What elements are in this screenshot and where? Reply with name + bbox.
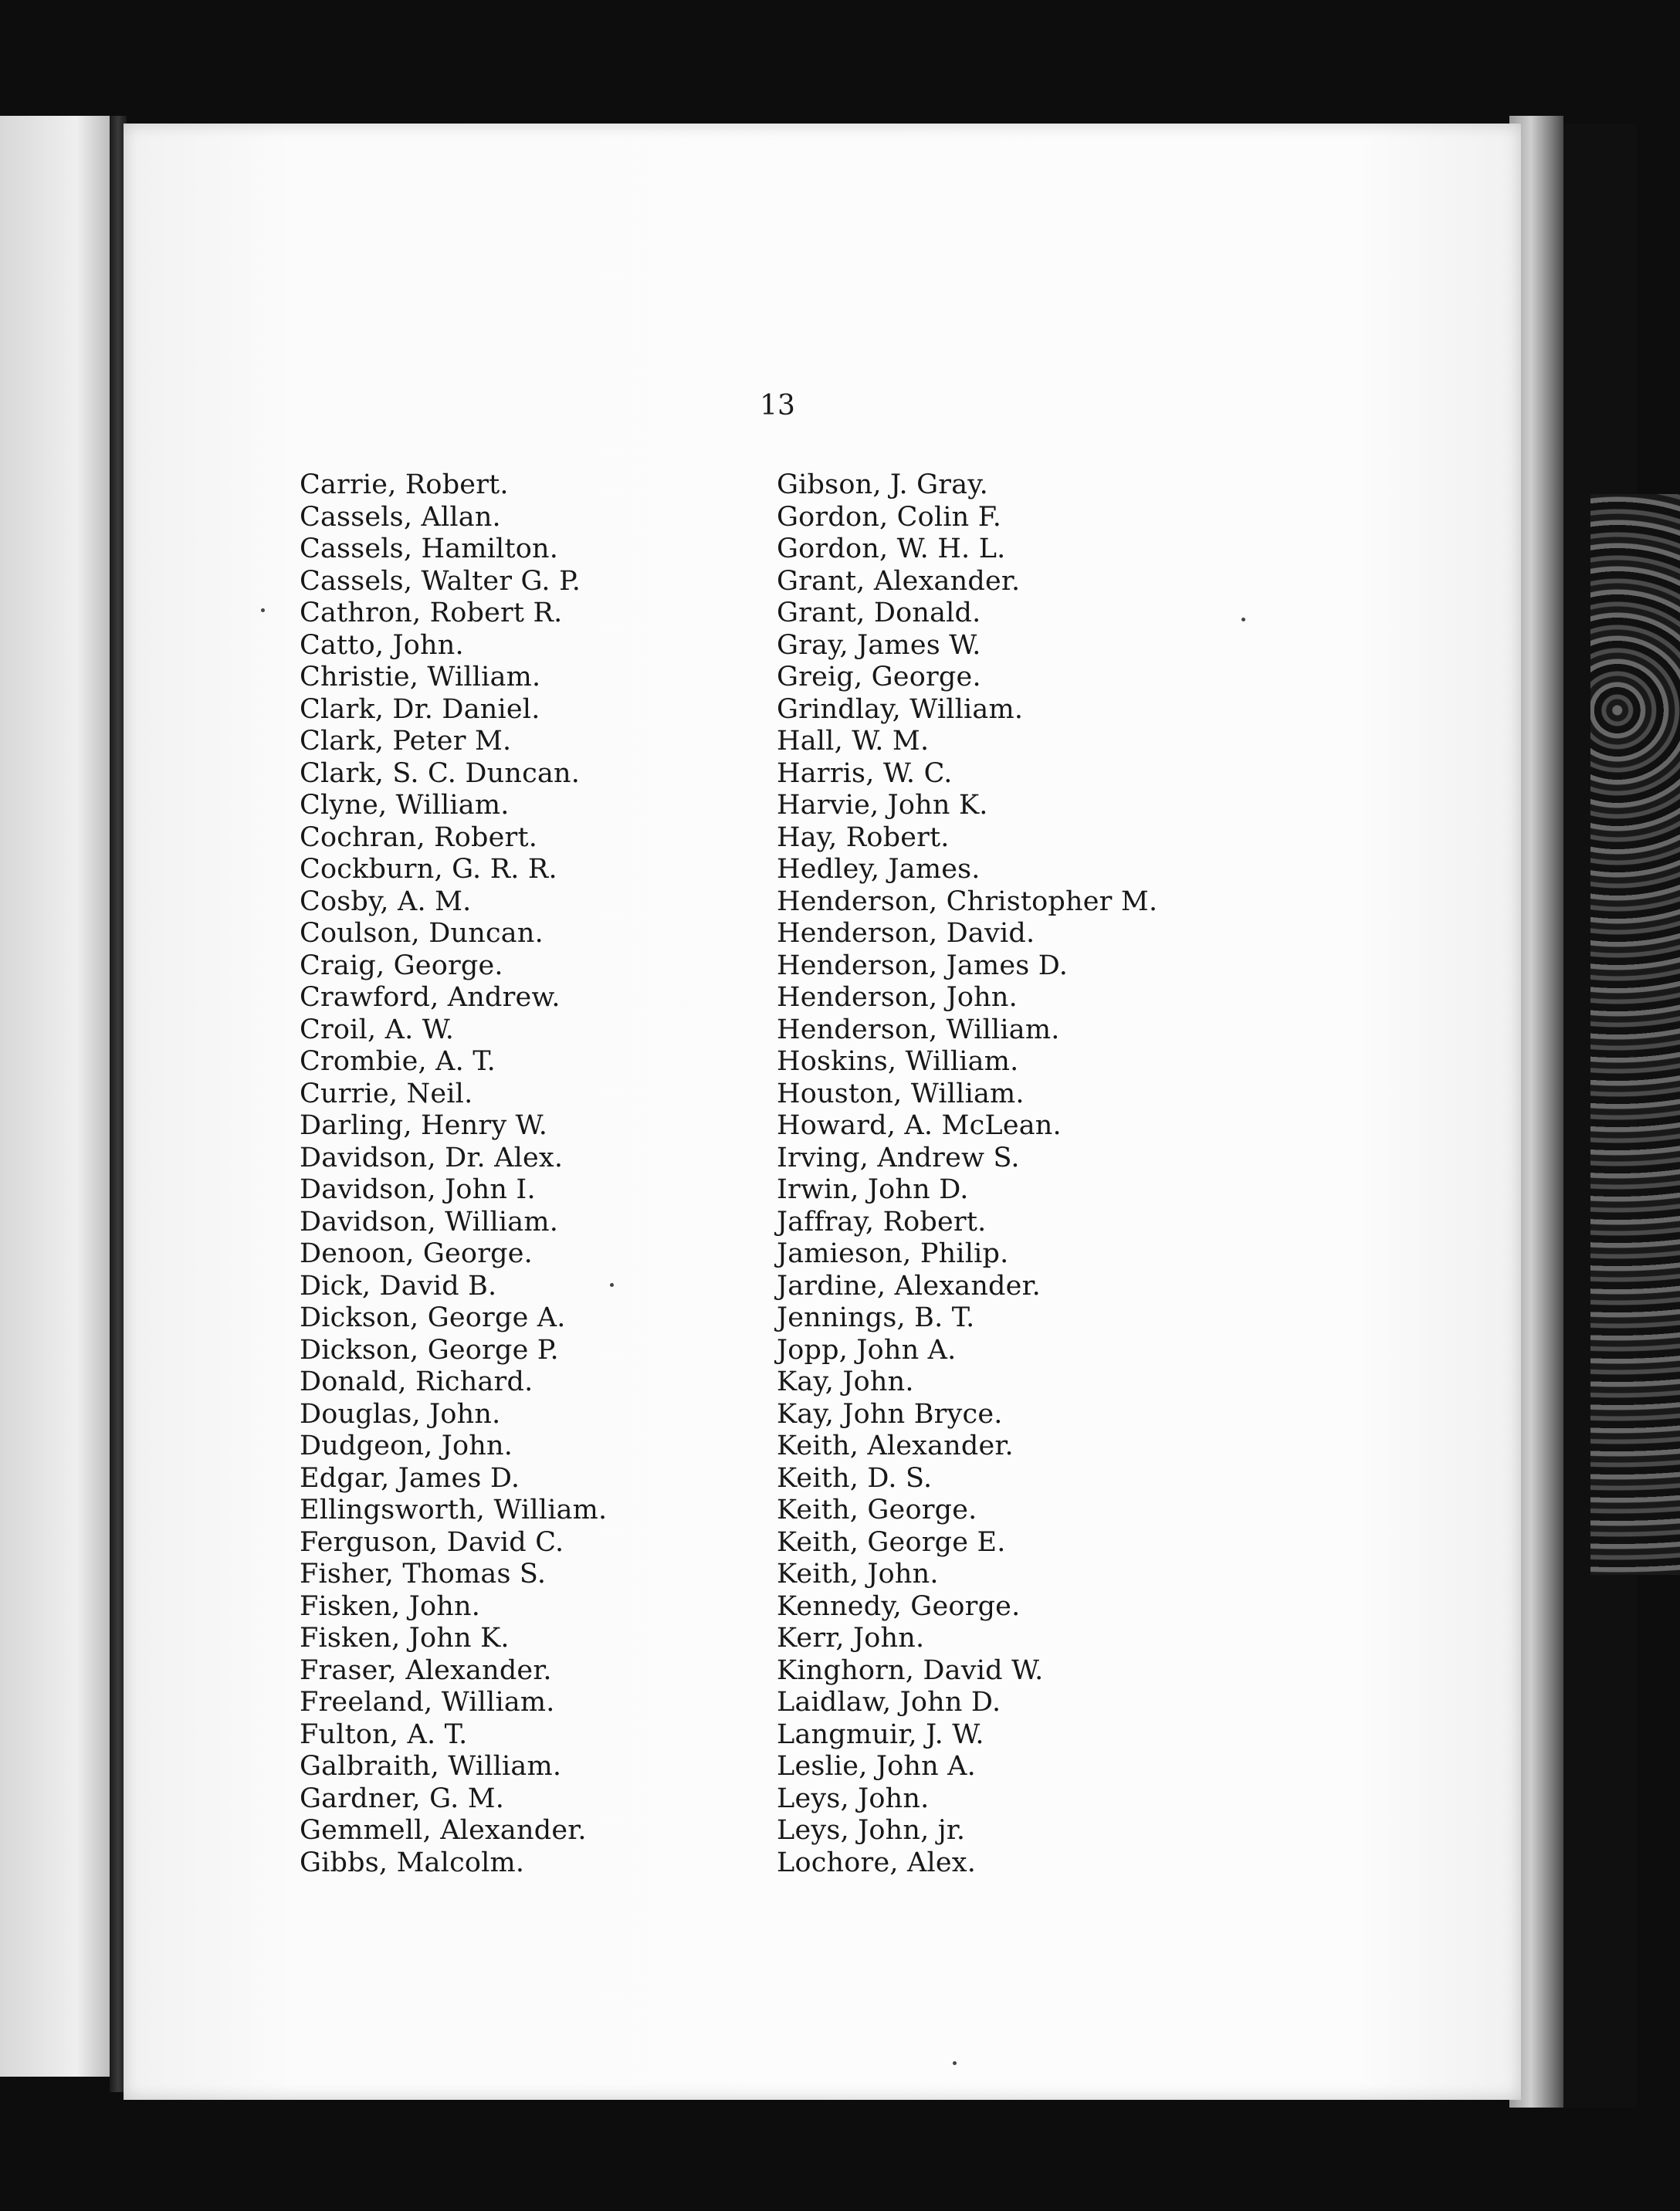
name-entry-right: Langmuir, J. W. bbox=[777, 1718, 984, 1750]
name-entry-right: Hall, W. M. bbox=[777, 726, 930, 757]
name-entry-right: Leys, John, jr. bbox=[777, 1815, 966, 1846]
name-entry-left: Cathron, Robert R. bbox=[300, 598, 563, 628]
name-list-right-column bbox=[777, 469, 1157, 1879]
name-entry-left: Freeland, William. bbox=[300, 1687, 555, 1718]
name-entry-right: Henderson, John. bbox=[777, 982, 1018, 1013]
name-entry-right: Houston, William. bbox=[777, 1078, 1025, 1109]
name-entry-left: Cosby, A. M. bbox=[300, 885, 472, 917]
name-entry-left: Galbraith, William. bbox=[300, 1751, 562, 1782]
name-entry-left: Darling, Henry W. bbox=[300, 1110, 548, 1141]
facing-page-edge bbox=[0, 116, 114, 2077]
name-entry-left: Coulson, Duncan. bbox=[300, 918, 544, 949]
print-speck bbox=[261, 608, 265, 612]
name-entry-right: Lochore, Alex. bbox=[777, 1847, 977, 1878]
name-entry-right: Grant, Alexander. bbox=[777, 565, 1021, 597]
name-entry-right: Hoskins, William. bbox=[777, 1046, 1019, 1077]
name-entry-right: Henderson, James D. bbox=[777, 950, 1069, 981]
name-entry-left: Cassels, Hamilton. bbox=[300, 533, 559, 564]
name-entry-left: Dick, David B. bbox=[300, 1270, 497, 1302]
name-entry-right: Jardine, Alexander. bbox=[777, 1270, 1041, 1302]
name-entry-left: Fisher, Thomas S. bbox=[300, 1559, 547, 1590]
print-speck bbox=[610, 1283, 614, 1287]
name-entry-left: Dudgeon, John. bbox=[300, 1431, 513, 1461]
name-entry-left: Clark, S. C. Duncan. bbox=[300, 757, 581, 789]
name-entry-right: Harvie, John K. bbox=[777, 790, 988, 821]
name-entry-left: Ellingsworth, William. bbox=[300, 1495, 608, 1525]
name-entry-left: Dickson, George A. bbox=[300, 1302, 566, 1333]
name-entry-right: Howard, A. McLean. bbox=[777, 1110, 1062, 1141]
name-entry-right: Keith, John. bbox=[777, 1559, 939, 1590]
name-entry-left: Donald, Richard. bbox=[300, 1366, 533, 1397]
name-entry-right: Greig, George. bbox=[777, 662, 981, 692]
name-entry-left: Cockburn, G. R. R. bbox=[300, 854, 557, 885]
name-entry-right: Hay, Robert. bbox=[777, 821, 950, 853]
book-page bbox=[124, 124, 1521, 2100]
print-speck bbox=[953, 2061, 957, 2065]
name-entry-left: Clark, Dr. Daniel. bbox=[300, 693, 540, 725]
name-entry-right: Kinghorn, David W. bbox=[777, 1654, 1044, 1686]
name-list-left-column bbox=[300, 469, 607, 1879]
name-entry-left: Cassels, Allan. bbox=[300, 501, 501, 533]
name-entry-left: Fisken, John. bbox=[300, 1590, 481, 1622]
name-entry-left: Fulton, A. T. bbox=[300, 1718, 468, 1750]
name-entry-right: Kay, John Bryce. bbox=[777, 1398, 1003, 1430]
name-entry-right: Kay, John. bbox=[777, 1366, 914, 1397]
name-entry-left: Ferguson, David C. bbox=[300, 1526, 564, 1558]
name-entry-right: Kennedy, George. bbox=[777, 1590, 1021, 1622]
name-entry-right: Henderson, Christopher M. bbox=[777, 885, 1158, 917]
name-entry-right: Harris, W. C. bbox=[777, 757, 953, 789]
name-entry-left: Denoon, George. bbox=[300, 1238, 533, 1269]
name-entry-left: Davidson, Dr. Alex. bbox=[300, 1142, 564, 1173]
name-entry-left: Douglas, John. bbox=[300, 1398, 501, 1430]
name-entry-right: Hedley, James. bbox=[777, 854, 981, 885]
name-entry-right: Henderson, William. bbox=[777, 1014, 1060, 1045]
name-entry-left: Croil, A. W. bbox=[300, 1014, 455, 1045]
name-entry-right: Grindlay, William. bbox=[777, 693, 1024, 725]
page-number: 13 bbox=[760, 390, 795, 422]
name-entry-left: Carrie, Robert. bbox=[300, 469, 509, 500]
name-entry-left: Clyne, William. bbox=[300, 790, 510, 821]
name-entry-left: Fraser, Alexander. bbox=[300, 1654, 552, 1686]
name-entry-right: Keith, Alexander. bbox=[777, 1431, 1014, 1461]
name-entry-left: Gemmell, Alexander. bbox=[300, 1815, 587, 1846]
name-entry-left: Cochran, Robert. bbox=[300, 821, 538, 853]
name-entry-left: Cassels, Walter G. P. bbox=[300, 565, 581, 597]
name-entry-left: Christie, William. bbox=[300, 662, 541, 692]
name-entry-left: Crawford, Andrew. bbox=[300, 982, 561, 1013]
name-entry-right: Gordon, W. H. L. bbox=[777, 533, 1006, 564]
name-entry-left: Crombie, A. T. bbox=[300, 1046, 496, 1077]
name-entry-right: Keith, D. S. bbox=[777, 1462, 933, 1494]
name-entry-right: Leslie, John A. bbox=[777, 1751, 976, 1782]
name-entry-right: Irwin, John D. bbox=[777, 1174, 969, 1205]
name-entry-right: Leys, John. bbox=[777, 1783, 930, 1814]
name-entry-right: Jamieson, Philip. bbox=[777, 1238, 1009, 1269]
name-entry-left: Edgar, James D. bbox=[300, 1462, 520, 1494]
name-entry-right: Gibson, J. Gray. bbox=[777, 469, 988, 500]
name-entry-left: Clark, Peter M. bbox=[300, 726, 512, 757]
name-entry-right: Kerr, John. bbox=[777, 1623, 925, 1654]
name-entry-left: Davidson, John I. bbox=[300, 1174, 536, 1205]
name-entry-right: Gray, James W. bbox=[777, 629, 981, 661]
name-entry-right: Gordon, Colin F. bbox=[777, 501, 1002, 533]
name-entry-right: Irving, Andrew S. bbox=[777, 1142, 1020, 1173]
name-entry-left: Fisken, John K. bbox=[300, 1623, 510, 1654]
name-entry-left: Currie, Neil. bbox=[300, 1078, 473, 1109]
name-entry-right: Jaffray, Robert. bbox=[777, 1206, 987, 1238]
name-entry-left: Dickson, George P. bbox=[300, 1334, 559, 1366]
name-entry-left: Davidson, William. bbox=[300, 1206, 559, 1238]
name-entry-right: Laidlaw, John D. bbox=[777, 1687, 1001, 1718]
name-entry-right: Keith, George. bbox=[777, 1495, 977, 1525]
name-entry-right: Grant, Donald. bbox=[777, 598, 981, 628]
name-entry-right: Henderson, David. bbox=[777, 918, 1035, 949]
name-entry-left: Catto, John. bbox=[300, 629, 464, 661]
name-entry-left: Craig, George. bbox=[300, 950, 503, 981]
print-speck bbox=[1241, 618, 1245, 621]
name-entry-right: Jopp, John A. bbox=[777, 1334, 957, 1366]
name-entry-left: Gardner, G. M. bbox=[300, 1783, 505, 1814]
name-entry-right: Jennings, B. T. bbox=[777, 1302, 975, 1333]
name-entry-left: Gibbs, Malcolm. bbox=[300, 1847, 525, 1878]
name-entry-right: Keith, George E. bbox=[777, 1526, 1006, 1558]
marbled-endpaper bbox=[1590, 494, 1680, 1575]
